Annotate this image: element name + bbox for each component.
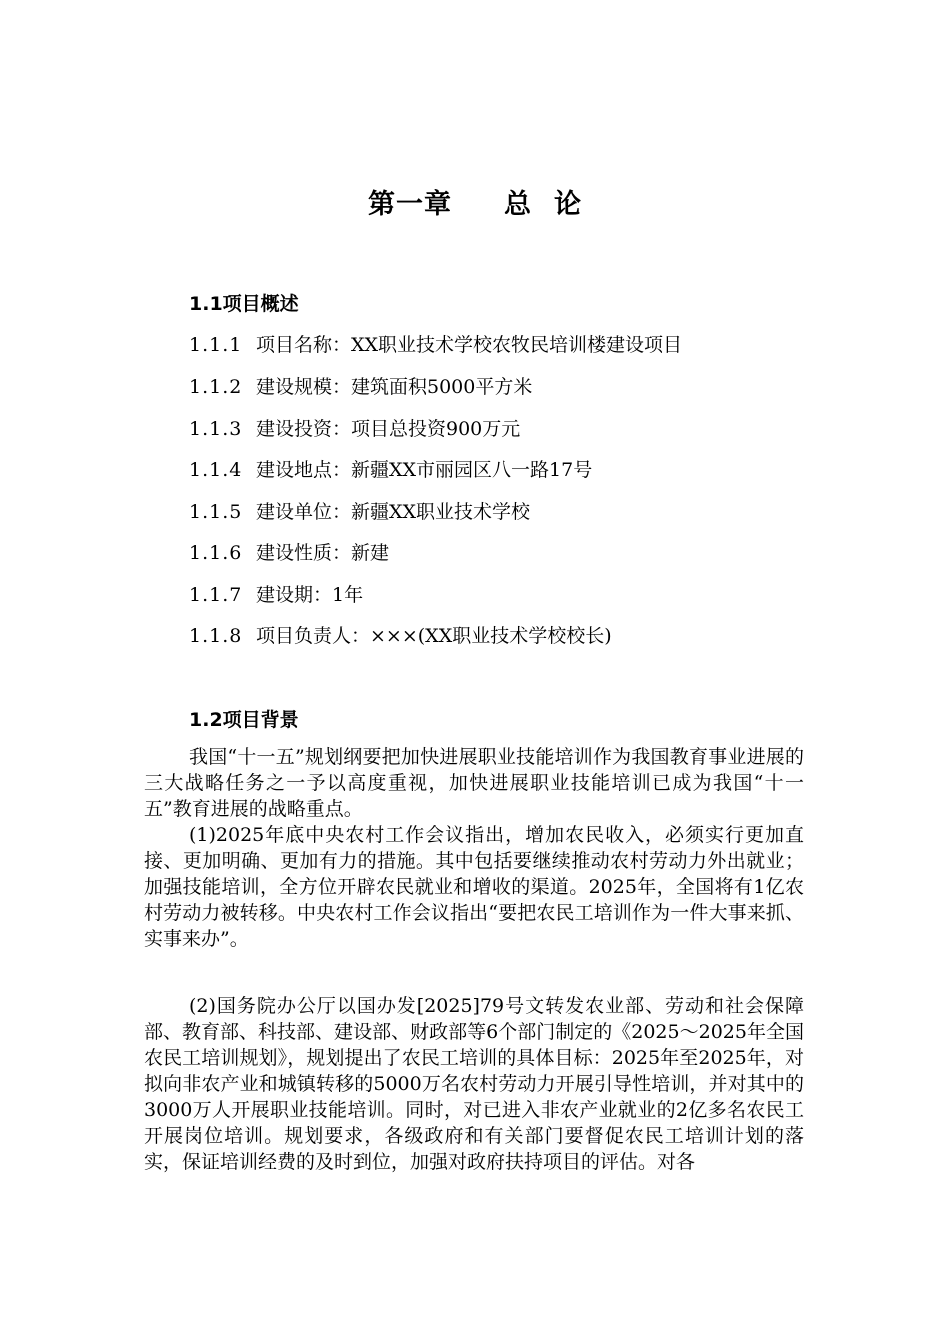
item-text: 建设地点：新疆XX市丽园区八一路17号 (256, 459, 593, 481)
item-number: 1.1.2 (189, 376, 243, 398)
item-text: 建设单位：新疆XX职业技术学校 (256, 501, 531, 523)
item-text: 建设期：1年 (256, 584, 364, 606)
item-number: 1.1.7 (189, 584, 243, 606)
item-number: 1.1.1 (189, 334, 243, 356)
background-paragraph-1-2 (144, 744, 804, 952)
item-text: 建设规模：建筑面积5000平方米 (256, 376, 533, 398)
section-heading-background: 1.2项目背景 (189, 709, 299, 731)
chapter-number: 第一章 (368, 189, 452, 220)
item-number: 1.1.3 (189, 418, 243, 440)
chapter-title-char-1: 总 (504, 189, 532, 220)
item-text: 项目负责人：×××(XX职业技术学校校长) (256, 625, 612, 647)
item-text: 建设性质：新建 (256, 542, 390, 564)
overview-item-4 (189, 455, 592, 482)
overview-item-8 (189, 621, 612, 648)
item-text: 建设投资：项目总投资900万元 (256, 418, 521, 440)
paragraph: 我国“十一五”规划纲要把加快进展职业技能培训作为我国教育事业进展的三大战略任务之一予以高度重视，加快进展职业技能培训已成为我国“十一五”教育进展的战略重点。 (144, 746, 804, 820)
overview-item-6 (189, 538, 389, 565)
overview-item-2 (189, 372, 532, 399)
overview-item-1 (189, 330, 682, 357)
chapter-title (0, 182, 950, 221)
chapter-title-char-2: 论 (554, 189, 582, 220)
item-number: 1.1.5 (189, 501, 243, 523)
overview-item-7 (189, 580, 363, 607)
overview-item-3 (189, 414, 520, 441)
item-number: 1.1.6 (189, 542, 243, 564)
item-number: 1.1.4 (189, 459, 243, 481)
item-number: 1.1.8 (189, 625, 243, 647)
item-text: 项目名称：XX职业技术学校农牧民培训楼建设项目 (256, 334, 683, 356)
overview-item-5 (189, 497, 530, 524)
paragraph: (2)国务院办公厅以国办发[2025]79号文转发农业部、劳动和社会保障部、教育部、科技部、建设部、财政部等6个部门制定的《2025～2025年全国农民工培训规划》，规划提出了农民工培训的具体目标：2025年至2025年，对拟向非农产业和城镇转移的5000万名农村劳动力开展引导性培训，并对其中的3000万人开展职业技能培训。同时，对已进入非农产业就业的2亿多名农民工开展岗位培训。规划要求，各级政府和有关部门要督促农民工培训计划的落实，保证培训经费的及时到位，加强对政府扶持项目的评估。对各 (144, 995, 804, 1173)
background-paragraph-3 (144, 993, 804, 1175)
section-heading-overview: 1.1项目概述 (189, 293, 299, 315)
paragraph: (1)2025年底中央农村工作会议指出，增加农民收入，必须实行更加直接、更加明确、更加有力的措施。其中包括要继续推动农村劳动力外出就业；加强技能培训，全方位开辟农民就业和增收的渠道。2025年，全国将有1亿农村劳动力被转移。中央农村工作会议指出“要把农民工培训作为一件大事来抓、实事来办”。 (144, 824, 804, 950)
